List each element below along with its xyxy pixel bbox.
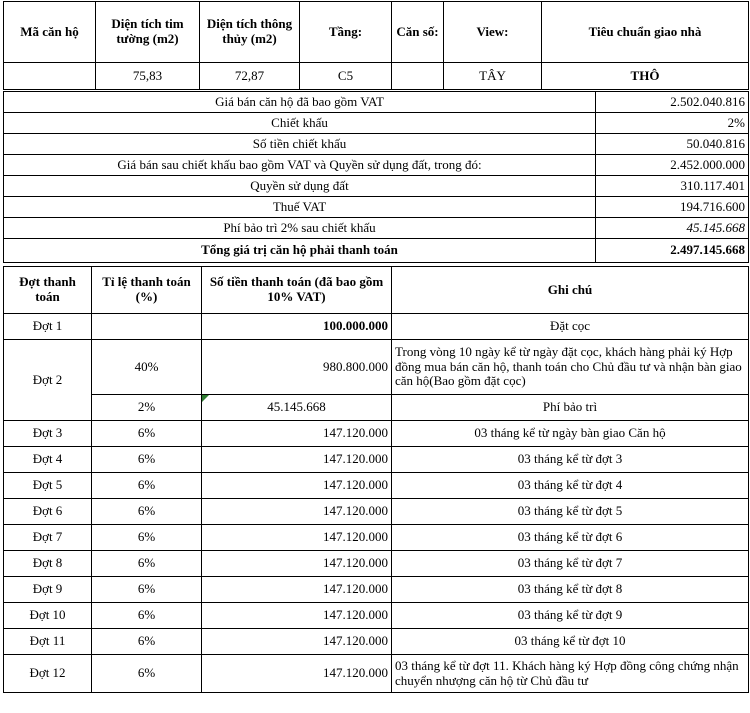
payment-ghi-chu: 03 tháng kể từ đợt 6: [392, 525, 749, 551]
total-label: Tổng giá trị căn hộ phải thanh toán: [4, 239, 596, 263]
payment-ti-le: 2%: [92, 395, 202, 421]
payment-ti-le: 6%: [92, 603, 202, 629]
payment-ghi-chu: Phí bảo trì: [392, 395, 749, 421]
unit-info-header-row: [4, 2, 749, 63]
payment-ghi-chu: 03 tháng kể từ đợt 10: [392, 629, 749, 655]
col-can-so: Căn số:: [392, 2, 444, 63]
payment-dot: Đợt 10: [4, 603, 92, 629]
payment-ti-le: 6%: [92, 499, 202, 525]
pricing-row: [4, 134, 749, 155]
value-can-so: [392, 63, 444, 90]
payment-so-tien: 45.145.668: [202, 395, 392, 421]
col-dien-tich-thong-thuy: Diện tích thông thủy (m2): [200, 2, 300, 63]
payment-dot: Đợt 11: [4, 629, 92, 655]
unit-info-value-row: [4, 63, 749, 90]
pricing-label: Giá bán sau chiết khấu bao gồm VAT và Quyền sử dụng đất, trong đó:: [4, 155, 596, 176]
value-view: TÂY: [444, 63, 542, 90]
payment-ghi-chu: 03 tháng kể từ đợt 7: [392, 551, 749, 577]
payment-ghi-chu: Trong vòng 10 ngày kể từ ngày đặt cọc, khách hàng phải ký Hợp đồng mua bán căn hộ, thanh toán cho Chủ đầu tư và nhận bàn giao căn hộ(Bao gồm đặt cọc): [392, 340, 749, 395]
payment-ghi-chu: 03 tháng kể từ ngày bàn giao Căn hộ: [392, 421, 749, 447]
payment-so-tien: 100.000.000: [202, 314, 392, 340]
pricing-value: 194.716.600: [596, 197, 749, 218]
payment-ghi-chu: Đặt cọc: [392, 314, 749, 340]
payment-row: [4, 577, 749, 603]
payment-row: [4, 395, 749, 421]
payment-row: [4, 499, 749, 525]
pricing-table: [3, 91, 749, 263]
payment-ghi-chu: 03 tháng kể từ đợt 8: [392, 577, 749, 603]
payment-so-tien: 147.120.000: [202, 629, 392, 655]
payment-row: [4, 473, 749, 499]
payment-row: [4, 551, 749, 577]
payment-dot: Đợt 7: [4, 525, 92, 551]
payment-ti-le: 6%: [92, 655, 202, 693]
pricing-row: [4, 92, 749, 113]
col-tieu-chuan: Tiêu chuẩn giao nhà: [542, 2, 749, 63]
pricing-label: Quyền sử dụng đất: [4, 176, 596, 197]
payment-so-tien: 147.120.000: [202, 525, 392, 551]
payment-so-tien: 147.120.000: [202, 655, 392, 693]
payment-ghi-chu: 03 tháng kể từ đợt 9: [392, 603, 749, 629]
col-view: View:: [444, 2, 542, 63]
pricing-row: [4, 113, 749, 134]
col-ma-can-ho: Mã căn hộ: [4, 2, 96, 63]
payment-ghi-chu: 03 tháng kể từ đợt 5: [392, 499, 749, 525]
payment-so-tien: 147.120.000: [202, 577, 392, 603]
payment-ti-le: 6%: [92, 525, 202, 551]
payment-header-row: [4, 267, 749, 314]
payment-so-tien: 147.120.000: [202, 421, 392, 447]
col-ghi-chu: Ghi chú: [392, 267, 749, 314]
payment-dot: Đợt 8: [4, 551, 92, 577]
col-dot-thanh-toan: Đợt thanh toán: [4, 267, 92, 314]
payment-ghi-chu: 03 tháng kể từ đợt 3: [392, 447, 749, 473]
pricing-value: 2%: [596, 113, 749, 134]
pricing-label: Giá bán căn hộ đã bao gồm VAT: [4, 92, 596, 113]
payment-ti-le: 6%: [92, 551, 202, 577]
payment-dot: Đợt 1: [4, 314, 92, 340]
payment-ti-le: 6%: [92, 473, 202, 499]
payment-row: [4, 603, 749, 629]
payment-dot: Đợt 6: [4, 499, 92, 525]
payment-ti-le: 6%: [92, 447, 202, 473]
value-dien-tich-tim-tuong: 75,83: [96, 63, 200, 90]
payment-row: [4, 655, 749, 693]
payment-ti-le: 6%: [92, 629, 202, 655]
payment-ti-le: 40%: [92, 340, 202, 395]
pricing-label: Thuế VAT: [4, 197, 596, 218]
payment-row: [4, 525, 749, 551]
pricing-value: 50.040.816: [596, 134, 749, 155]
pricing-value: 2.452.000.000: [596, 155, 749, 176]
payment-so-tien: 980.800.000: [202, 340, 392, 395]
payment-row: [4, 340, 749, 395]
payment-ghi-chu: 03 tháng kể từ đợt 11. Khách hàng ký Hợp đồng công chứng nhận chuyển nhượng căn hộ từ Chủ đầu tư: [392, 655, 749, 693]
payment-row: [4, 421, 749, 447]
payment-dot: Đợt 3: [4, 421, 92, 447]
pricing-label: Số tiền chiết khấu: [4, 134, 596, 155]
col-ti-le: Tỉ lệ thanh toán (%): [92, 267, 202, 314]
col-dien-tich-tim-tuong: Diện tích tim tường (m2): [96, 2, 200, 63]
payment-so-tien: 147.120.000: [202, 473, 392, 499]
unit-info-table: [3, 1, 749, 90]
value-ma-can-ho: [4, 63, 96, 90]
pricing-value: 45.145.668: [596, 218, 749, 239]
value-tieu-chuan: THÔ: [542, 63, 749, 90]
payment-dot: Đợt 4: [4, 447, 92, 473]
payment-dot: Đợt 9: [4, 577, 92, 603]
payment-dot: Đợt 12: [4, 655, 92, 693]
value-tang: C5: [300, 63, 392, 90]
pricing-value: 310.117.401: [596, 176, 749, 197]
payment-dot: Đợt 5: [4, 473, 92, 499]
total-value: 2.497.145.668: [596, 239, 749, 263]
payment-so-tien: 147.120.000: [202, 603, 392, 629]
col-so-tien: Số tiền thanh toán (đã bao gồm 10% VAT): [202, 267, 392, 314]
payment-dot: Đợt 2: [4, 340, 92, 421]
col-tang: Tầng:: [300, 2, 392, 63]
payment-ti-le: 6%: [92, 577, 202, 603]
total-row: [4, 239, 749, 263]
pricing-value: 2.502.040.816: [596, 92, 749, 113]
pricing-label: Phí bảo trì 2% sau chiết khấu: [4, 218, 596, 239]
payment-so-tien: 147.120.000: [202, 447, 392, 473]
payment-ghi-chu: 03 tháng kể từ đợt 4: [392, 473, 749, 499]
payment-so-tien: 147.120.000: [202, 499, 392, 525]
payment-row: [4, 447, 749, 473]
pricing-row: [4, 176, 749, 197]
payment-schedule-table: [3, 266, 749, 693]
pricing-row: [4, 155, 749, 176]
pricing-label: Chiết khấu: [4, 113, 596, 134]
payment-ti-le: 6%: [92, 421, 202, 447]
value-dien-tich-thong-thuy: 72,87: [200, 63, 300, 90]
payment-row: [4, 314, 749, 340]
payment-row: [4, 629, 749, 655]
pricing-row: [4, 218, 749, 239]
payment-so-tien: 147.120.000: [202, 551, 392, 577]
pricing-row: [4, 197, 749, 218]
payment-ti-le: [92, 314, 202, 340]
